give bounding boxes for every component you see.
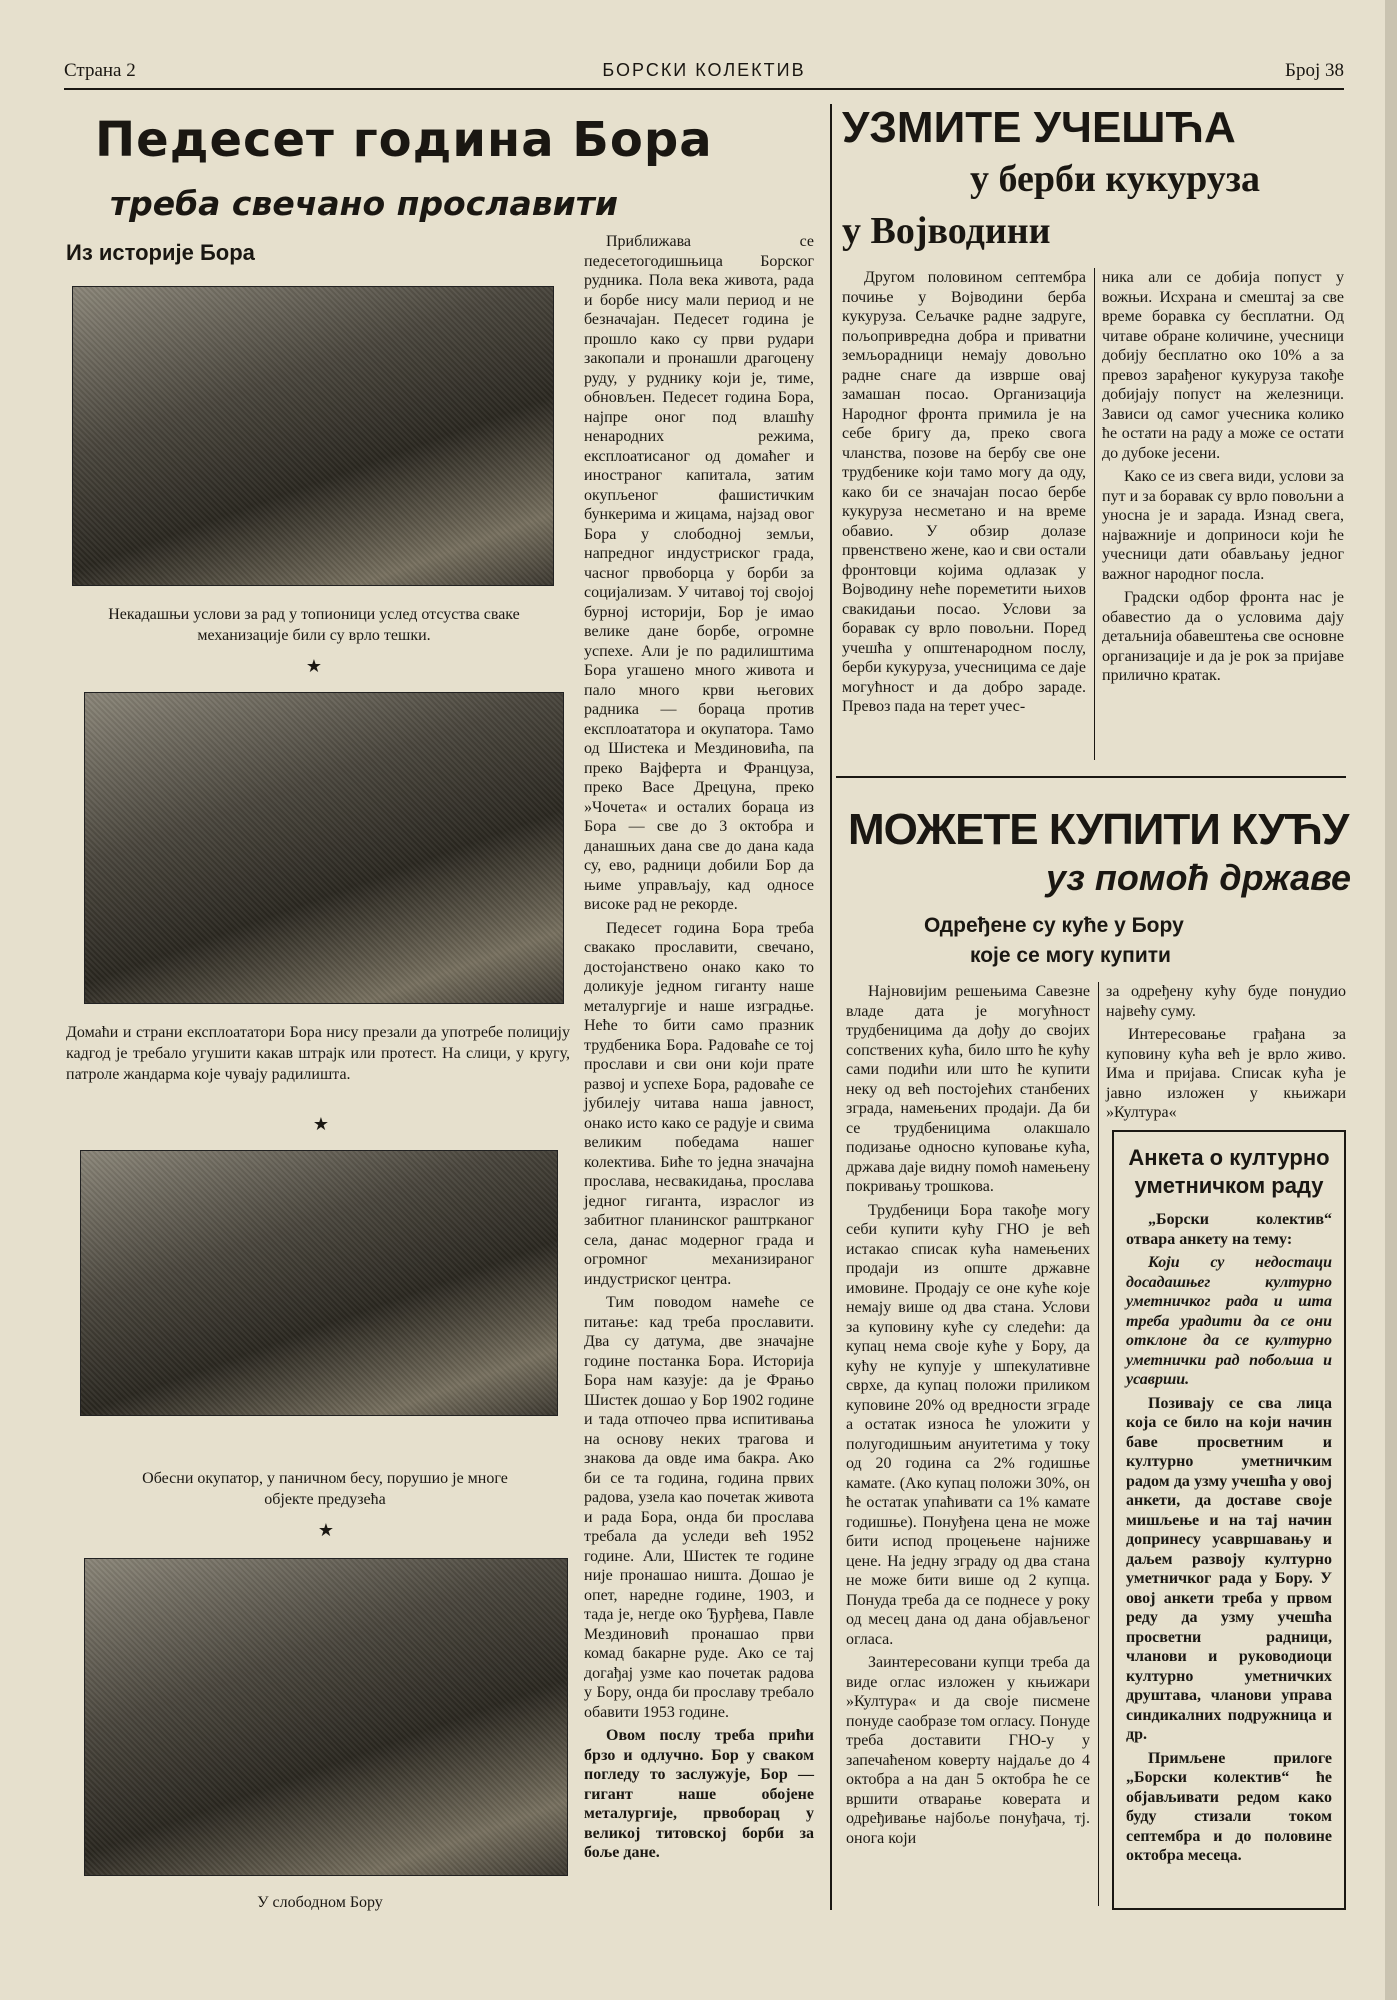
article2-title-line3: у Војводини xyxy=(842,210,1051,252)
article3-title-line2: уз помоћ државе xyxy=(1046,857,1352,898)
photo-caption: Обесни окупатор, у паничном бесу, порушио је многе објекте предузећа xyxy=(142,1470,508,1508)
paragraph: Како се из свега види, услови за пут и за боравак су врло повољни а уносна је и зарада. Изнад свега, најважније и доприноси који ће учесници дати обављању једног важног народног посла. xyxy=(1102,468,1344,583)
paragraph: Градски одбор фронта нас је обавестио да о условима дају детаљнија обавештења све основне организације и да је рок за пријаве прилично кратак. xyxy=(1102,589,1344,684)
article3-col2 xyxy=(1106,982,1346,1121)
photo-caption: Некадашњи услови за рад у топионици услед отсуства сваке механизације били су врло тешки. xyxy=(108,606,520,644)
paragraph: Најновијим решењима Савезне владе дата је могућност трудбеницима да дођу до својих сопствених кућа, било што ће кућу сами подићи или што ће купити неку од већ постојећих станбених зграда, намењених продаји. Да би се трудбеницима олакшало подизање односно куповање кућа, држава даје видну помоћ намењену покривању трошкова. xyxy=(846,983,1090,1195)
photo-destroyed-plant xyxy=(80,1150,558,1416)
column-divider xyxy=(1094,268,1095,760)
column-divider xyxy=(1098,982,1099,1906)
article1-title: Педесет година Бора xyxy=(95,112,713,168)
paragraph: Тим поводом намеће се питање: кад треба прославити. Два су датума, две значајне године постанка Бора. Историја Бора нам казује: да је Фрањо Шистек дошао у Бор 1902 године и тада отпочео прва испитивања на основу неких трагова и знакова да овде има бакра. Ако би се та година, година првих радова, узела као почетак живота и рада Бора, онда би прослава требала да уследи већ 1952 године. Али, Шистек те године није пронашао ништа. Дошао је опет, наредне године, 1903, и тада је, негде око Ђурђева, Павле Мездиновић пронашао први комад бакарне руде. Ако се тај догађај узме као почетак радова у Бору, онда би прославу требало обавити 1953 године. xyxy=(584,1294,814,1721)
newspaper-name: БОРСКИ КОЛЕКТИВ xyxy=(602,60,806,80)
survey-box-body xyxy=(1114,1210,1344,1866)
article3-subtitle: Одређене су куће у Бору xyxy=(924,914,1184,937)
survey-box-title-line2: уметничком раду xyxy=(1134,1173,1324,1198)
article2-col1 xyxy=(842,268,1086,768)
survey-box-title: Анкета о културно xyxy=(1128,1145,1330,1170)
issue-number: Број 38 xyxy=(1285,60,1344,81)
article2-title: УЗМИТЕ УЧЕШЋА xyxy=(842,103,1236,152)
star-separator: ★ xyxy=(305,656,323,676)
paragraph: Који су недостаци досадашњег културно уметничког рада и шта треба урадити да се они отклоне да се културно уметнички рад побољша и усаврши. xyxy=(1126,1254,1332,1388)
paragraph: Трудбеници Бора такође могу себи купити кућу ГНО је већ истакао списак кућа намењених продаји из опште државне имовине. Продају се оне куће које немају више од два стана. Услови за куповину куће су следећи: да купац нема своје куће у Бору, да кућу не купује у шпекулативне сврхе, да купац положи приликом куповине 20% од вредности зграде а остатак износа ће уложити у полугодишњим ануитетима у току од 20 година са 2% годишње камате. (Ако купац положи 30%, он ће остатак упаћивати са 1% камате годишње). Понуђена цена не може бити испод процењене најниже цене. На једну зграду од два стана не може бити више од 2 купца. Понуда треба да се поднесе у року од месец дана од дана објављеног огласа. xyxy=(846,1201,1090,1648)
paragraph: Другом половином септембра почиње у Војводини берба кукуруза. Сељачке радне задруге, пољопривредна добра и приватни земљорадници немају довољно радне снаге да изврше овај замашан посао. Организација Народног фронта примила је на себе бригу да, преко свога чланства, позове на бербу све оне трудбенике који тамо могу да оду, како би се значајан посао бербе кукуруза несметано и на време обавио. У обзир долазе првенствено жене, као и сви остали фронтовци којима одлазак у Војводину неће пореметити њихов свакидањи посао. Услови за боравак су врло повољни. Поред учешћа у општенародном послу, берби кукуруза, учесницима се даје могућност и да добро зараде. Превоз пада на терет учес- xyxy=(842,269,1086,715)
paragraph: Позивају се сва лица која се било на који начин баве просветним и културно уметничким радом да узму учешћа у овој анкети, да доставе своје мишљење и на тај начин допринесу усавршавању и даљем развоју културно уметничког рада у Бору. У овој анкети треба у првом реду да узму учешћа просветни радници, чланови и руководиоци културно уметничких друштава, чланови управа синдикалних подружница и др. xyxy=(1126,1394,1332,1743)
article1-title-line2: треба свечано прославити xyxy=(110,184,618,223)
photo-smelter xyxy=(72,286,554,586)
masthead xyxy=(64,58,1344,90)
photo-free-bor xyxy=(84,1558,568,1876)
paragraph: Приближава се педесетогодишњица Борског рудника. Пола века живота, рада и борбе нису мали период и не безначајан. Педесет година је прошло како су први рудари закопали и пронашли драгоцену руду, у руднику који је, тиме, обновљен. Педесет година Бора, најпре оног под влашћу ненародних режима, експлоатисаног од домаћег и иностраног капитала, затим окупљеног фашистичким бункерима и жицама, најзад овог Бора у слободној земљи, напредног индустриског града, часног првоборца у борби за социјализам. У читавој тој својој бурној историји, Бор је имао велике дане борбе, огромне успехе. Али је по радилиштима Бора угашено много живота и пало много крви његових радника — бораца против експлоататора и окупатора. Тамо од Шистека и Мездиновића, па преко Вајферта и Француза, преко Васе Дрецуна, преко »Чочета« и осталих бораца из Бора — све до 3 октобра и данашњих дана све до дана када су, ево, радници добили Бор да њиме управљају, кад односе високе рад не рекорде. xyxy=(584,233,814,913)
photo-caption: Домаћи и страни експлоататори Бора нису презали да употребе полицију кадгод је требало угушити какав штрајк или протест. На слици, у кругу, патроле жандарма које чувају радилишта. xyxy=(66,1024,570,1083)
article2-title-line2: у берби кукуруза xyxy=(970,158,1261,200)
article2-col2 xyxy=(1102,268,1344,768)
survey-box xyxy=(1112,1130,1346,1910)
paragraph: ника али се добија попуст у вожњи. Исхрана и смештај за све време боравка су бесплатни. Од читаве обране количине, учесници добију бесплатно око 10% а за превоз зарађеног кукуруза такође добијају попуст на железници. Зависи од самог учесника колико ће остати на раду а може се остати до дубоке јесени. xyxy=(1102,269,1344,462)
page-edge xyxy=(1385,0,1397,2000)
article3-title: МОЖЕТЕ КУПИТИ КУЋУ xyxy=(848,805,1349,854)
article1-subtitle: Из историје Бора xyxy=(66,240,255,265)
photo-caption: У слободном Бору xyxy=(257,1894,383,1911)
column-divider xyxy=(830,104,832,1910)
article3-col1 xyxy=(846,982,1090,1912)
paragraph: Овом послу треба прићи брзо и одлучно. Бор у сваком погледу то заслужује, Бор — гигант наше обојене металургије, првоборац у великој титовској борби за боље дане. xyxy=(584,1727,814,1861)
paragraph: „Борски колектив“ отвара анкету на тему: xyxy=(1126,1211,1332,1248)
article1-body xyxy=(584,232,814,1912)
star-separator: ★ xyxy=(317,1520,335,1540)
paragraph: Интересовање грађана за куповину кућа већ је врло живо. Има и пријава. Списак кућа је јавно изложен у књижари »Култура« xyxy=(1106,1026,1346,1121)
section-divider xyxy=(836,776,1346,778)
paragraph: за одређену кућу буде понудио највећу суму. xyxy=(1106,983,1346,1020)
paragraph: Примљене прилоге „Борски колектив“ ће објављивати редом како буду стизали током септембра и до половине октобра месеца. xyxy=(1126,1749,1332,1864)
paragraph: Заинтересовани купци треба да виде оглас изложен у књижари »Култура« и да своје писмене понуде саобразе том огласу. Понуде треба доставити ГНО-у у запечаћеном коверту најдаље до 4 октобра а на дан 5 октобра ће се вршити отварање коверата и одређивање најбоље понуђача, тј. онога који xyxy=(846,1654,1090,1847)
photo-police-patrols xyxy=(84,692,564,1004)
paragraph: Педесет година Бора треба свакако прославити, свечано, достојанствено онако како то доликује једном гиганту наше металургије и наше изградње. Неће то бити само празник трудбеника Бора. Радоваће се тој прослави и сви они који прате развој и успехе Бора, радоваће се јубилеју читава наша јавност, онако исто како се радује и свима великим победама нашег колектива. Биће то једна значајна прослава, несвакидања, прослава једног гиганта, израслог из забитног планинског раштрканог села, данас модерног града и огромног механизираног индустриског центра. xyxy=(584,919,814,1288)
page-number: Страна 2 xyxy=(64,60,136,81)
star-separator: ★ xyxy=(312,1114,330,1134)
article3-subtitle-line2: које се могу купити xyxy=(970,944,1171,967)
